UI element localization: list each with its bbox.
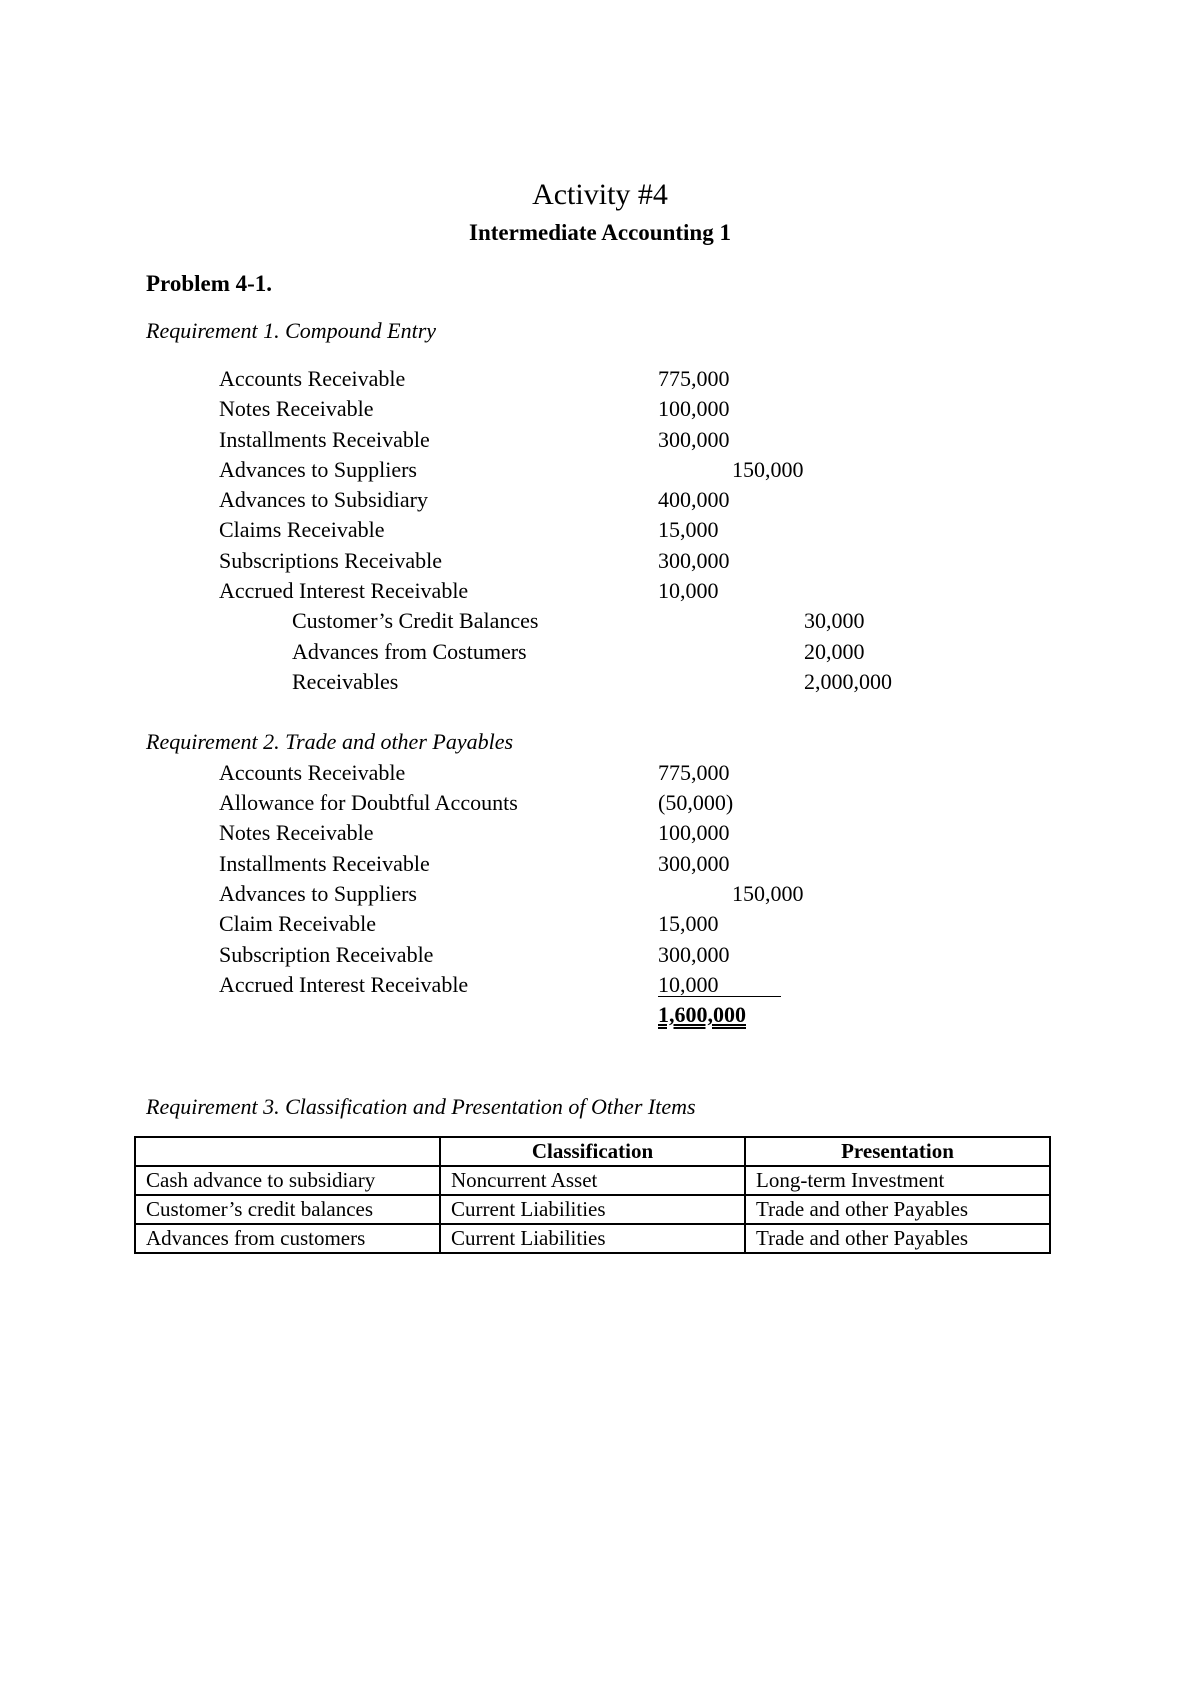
table-cell: Noncurrent Asset [440,1166,745,1195]
requirement-2-heading: Requirement 2. Trade and other Payables [146,729,514,754]
table-cell: Current Liabilities [440,1224,745,1253]
classification-table [134,1136,1051,1254]
r1-debit-amount: 400,000 [658,487,730,512]
r2-account: Accounts Receivable [219,760,406,785]
r2-total: 1,600,000 [658,1002,746,1027]
r1-debit-account: Accrued Interest Receivable [219,578,469,603]
r1-debit-amount: 10,000 [658,578,719,603]
r1-credit-amount: 30,000 [804,608,865,633]
r2-amount: 100,000 [658,820,730,845]
r1-credit-amount: 2,000,000 [804,669,892,694]
r1-debit-amount: 300,000 [658,548,730,573]
table-cell: Trade and other Payables [745,1195,1050,1224]
r1-credit-amount: 20,000 [804,639,865,664]
r2-amount: 300,000 [658,942,730,967]
table-cell: Long-term Investment [745,1166,1050,1195]
page-title: Activity #4 [532,178,668,211]
r1-debit-account: Advances to Suppliers [219,457,417,482]
r2-amount-underlined [658,974,781,997]
r1-debit-amount: 300,000 [658,427,730,452]
requirement-3-heading: Requirement 3. Classification and Presentation of Other Items [146,1094,696,1119]
r1-debit-account: Advances to Subsidiary [219,487,428,512]
r2-account: Accrued Interest Receivable [219,972,469,997]
table-header-cell: Presentation [745,1137,1050,1166]
r1-debit-account: Accounts Receivable [219,366,406,391]
table-header-row [135,1137,1050,1166]
r1-credit-account: Customer’s Credit Balances [292,608,539,633]
r2-last-amount: 10,000 [658,974,781,997]
r2-account: Advances to Suppliers [219,881,417,906]
r2-account: Notes Receivable [219,820,374,845]
r1-credit-account: Advances from Costumers [292,639,527,664]
r1-debit-amount: 775,000 [658,366,730,391]
r2-amount: (50,000) [658,790,734,815]
r2-amount: 775,000 [658,760,730,785]
table-header-cell: Classification [440,1137,745,1166]
r2-amount: 300,000 [658,851,730,876]
r2-account: Claim Receivable [219,911,376,936]
table-cell: Cash advance to subsidiary [135,1166,440,1195]
table-cell: Customer’s credit balances [135,1195,440,1224]
r1-debit-amount: 150,000 [732,457,804,482]
problem-label: Problem 4-1. [146,271,273,296]
table-row [135,1166,1050,1195]
r1-debit-account: Installments Receivable [219,427,430,452]
table-cell: Advances from customers [135,1224,440,1253]
r1-debit-amount: 15,000 [658,517,719,542]
page-subtitle: Intermediate Accounting 1 [469,220,731,245]
r2-amount: 150,000 [732,881,804,906]
r2-account: Allowance for Doubtful Accounts [219,790,518,815]
r2-account: Installments Receivable [219,851,430,876]
r2-account: Subscription Receivable [219,942,434,967]
table-cell: Trade and other Payables [745,1224,1050,1253]
r1-debit-account: Notes Receivable [219,396,374,421]
r1-credit-account: Receivables [292,669,399,694]
requirement-1-heading: Requirement 1. Compound Entry [146,318,437,343]
table-row [135,1195,1050,1224]
table-row [135,1224,1050,1253]
r1-debit-amount: 100,000 [658,396,730,421]
table-header-cell [135,1137,440,1166]
r1-debit-account: Subscriptions Receivable [219,548,443,573]
table-cell: Current Liabilities [440,1195,745,1224]
r1-debit-account: Claims Receivable [219,517,385,542]
r2-amount: 15,000 [658,911,719,936]
